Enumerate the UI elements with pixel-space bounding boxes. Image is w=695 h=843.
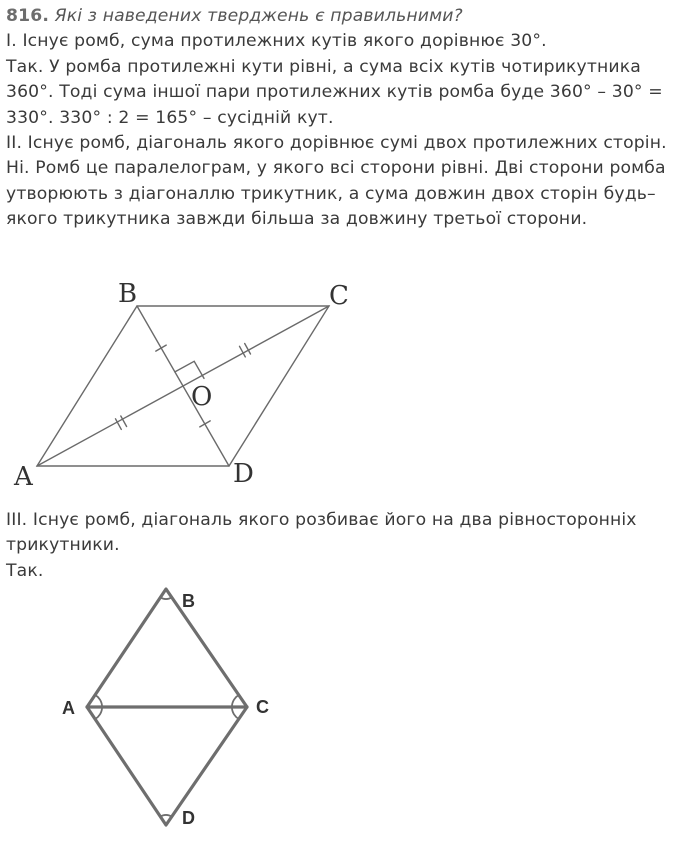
vertex-label-a: A <box>14 462 33 492</box>
statement-2-answer: Ні. Ромб це паралелограм, у якого всі сторони рівні. Дві сторони ромба утворюють з діагоналлю трикутник, а сума довжин двох сторін будь–якого трикутника завжди більша за довжину третьої сторони. <box>6 158 666 230</box>
problem-number: 816. <box>6 6 50 26</box>
statement-3-claim: III. Існує ромб, діагональ якого розбиває його на два рівносторонніх трикутники. <box>6 510 637 556</box>
task-question: Які з наведених тверджень є правильними? <box>49 6 463 26</box>
vertex-label-d-2: D <box>182 808 195 828</box>
vertex-label-c-2: C <box>256 697 269 717</box>
statement-2-claim: II. Існує ромб, діагональ якого дорівнює сумі двох протилежних сторін. <box>6 133 667 154</box>
center-label-o: O <box>191 382 213 412</box>
vertex-label-b: B <box>118 279 138 309</box>
angle-arc-d <box>160 815 171 817</box>
statement-1-answer: Так. У ромба протилежні кути рівні, а сума всіх кутів чотирикутника 360°. Тоді сума іншої пари протилежних кутів ромба буде 360° – 30° = 330°. 330° : 2 = 165° – сусідній кут. <box>6 56 663 128</box>
vertex-label-c: C <box>329 281 349 311</box>
vertex-label-a-2: A <box>62 698 75 718</box>
angle-arc-b <box>160 597 171 599</box>
statement-3-answer: Так. <box>6 560 44 581</box>
vertex-label-d: D <box>233 459 254 489</box>
statement-1-claim: I. Існує ромб, сума протилежних кутів якого дорівнює 30°. <box>6 31 547 52</box>
vertex-label-b-2: B <box>182 591 195 611</box>
